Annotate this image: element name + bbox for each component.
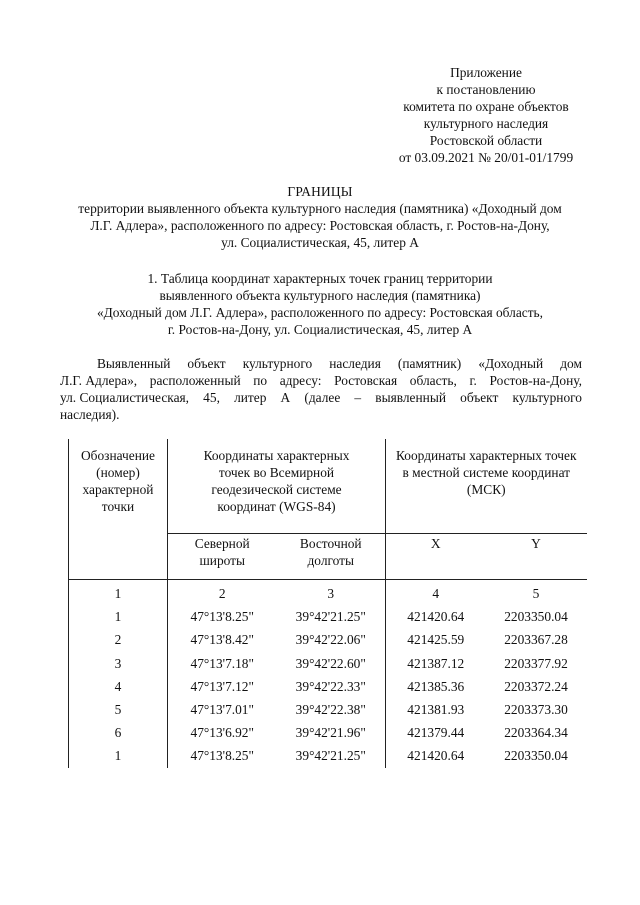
table-row bbox=[69, 652, 587, 675]
cell-latitude: 47°13'8.25" bbox=[168, 744, 277, 767]
title-line: территории выявленного объекта культурного наследия (памятника) «Доходный дом bbox=[78, 201, 562, 216]
word: Л.Г. Адлера», bbox=[60, 373, 138, 388]
word: объект bbox=[460, 390, 499, 405]
header-y: Y bbox=[486, 534, 587, 580]
cell-latitude: 47°13'6.92" bbox=[168, 721, 277, 744]
word: область, bbox=[409, 373, 457, 388]
cell-x: 421420.64 bbox=[386, 605, 486, 628]
header-north-latitude: Северной широты bbox=[168, 534, 277, 580]
paragraph-line bbox=[60, 406, 582, 423]
table-row bbox=[69, 744, 587, 767]
table-header-row bbox=[69, 439, 587, 534]
cell-longitude: 39°42'21.96" bbox=[295, 725, 366, 741]
word: – bbox=[354, 390, 362, 405]
appendix-date-number: от 03.09.2021 № 20/01-01/1799 bbox=[398, 150, 574, 165]
word: культурного bbox=[512, 390, 582, 405]
appendix-line: комитета по охране объектов bbox=[403, 99, 569, 114]
word: Ростовская bbox=[334, 373, 398, 388]
cell-y: 2203373.30 bbox=[504, 702, 568, 718]
cell-longitude: 39°42'22.38" bbox=[295, 702, 366, 718]
cell-longitude: 39°42'22.60" bbox=[295, 655, 366, 671]
cell-x: 421381.93 bbox=[386, 698, 486, 721]
word: наследия). bbox=[60, 407, 120, 422]
title-line: Л.Г. Адлера», расположенного по адресу: Ростовская область, г. Ростов-на-Дону, bbox=[90, 218, 550, 233]
title-main: ГРАНИЦЫ bbox=[287, 184, 353, 199]
coordinates-table bbox=[68, 439, 587, 768]
cell-x: 421379.44 bbox=[386, 721, 486, 744]
cell-y: 2203350.04 bbox=[504, 609, 568, 625]
cell-longitude: 39°42'21.25" bbox=[295, 748, 366, 764]
table-row bbox=[69, 628, 587, 651]
word: литер bbox=[234, 390, 267, 405]
cell-y: 2203372.24 bbox=[504, 678, 568, 694]
cell-point: 6 bbox=[69, 721, 168, 744]
column-number: 4 bbox=[386, 580, 486, 606]
appendix-line: Ростовской области bbox=[429, 133, 543, 148]
paragraph-line bbox=[60, 355, 582, 372]
appendix-header bbox=[370, 64, 602, 166]
column-number: 3 bbox=[277, 580, 386, 606]
cell-point: 3 bbox=[69, 652, 168, 675]
title-line: ул. Социалистическая, 45, литер А bbox=[221, 235, 419, 250]
word: «Доходный bbox=[478, 356, 544, 371]
word: 45, bbox=[203, 390, 220, 405]
word: объект bbox=[187, 356, 226, 371]
word: выявленный bbox=[375, 390, 446, 405]
word: (памятник) bbox=[397, 356, 462, 371]
cell-x: 421387.12 bbox=[386, 652, 486, 675]
column-number-row bbox=[69, 580, 587, 606]
column-number: 1 bbox=[69, 580, 168, 606]
word: адресу: bbox=[279, 373, 322, 388]
cell-latitude: 47°13'8.42" bbox=[168, 628, 277, 651]
paragraph-line bbox=[60, 372, 582, 389]
appendix-line: культурного наследия bbox=[423, 116, 549, 131]
cell-latitude: 47°13'8.25" bbox=[168, 605, 277, 628]
word: по bbox=[253, 373, 268, 388]
header-msk: Координаты характерных точек в местной системе координат (МСК) bbox=[386, 439, 587, 534]
body-paragraph bbox=[60, 355, 582, 423]
caption-line: 1. Таблица координат характерных точек границ территории bbox=[147, 271, 493, 286]
word: дом bbox=[560, 356, 582, 371]
word: А bbox=[280, 390, 291, 405]
cell-point: 2 bbox=[69, 628, 168, 651]
word: расположенный bbox=[149, 373, 241, 388]
cell-x: 421420.64 bbox=[386, 744, 486, 767]
cell-point: 1 bbox=[69, 605, 168, 628]
paragraph-line bbox=[60, 389, 582, 406]
cell-point: 4 bbox=[69, 675, 168, 698]
table-caption bbox=[40, 270, 600, 338]
word: Ростов-на-Дону, bbox=[489, 373, 582, 388]
word: г. bbox=[469, 373, 477, 388]
table-row bbox=[69, 721, 587, 744]
header-east-longitude: Восточной долготы bbox=[277, 534, 386, 580]
caption-line: выявленного объекта культурного наследия (памятника) bbox=[159, 288, 481, 303]
cell-latitude: 47°13'7.18" bbox=[168, 652, 277, 675]
cell-latitude: 47°13'7.01" bbox=[168, 698, 277, 721]
word: ул. Социалистическая, bbox=[60, 390, 190, 405]
cell-longitude: 39°42'22.33" bbox=[295, 678, 366, 694]
cell-point: 1 bbox=[69, 744, 168, 767]
table-row bbox=[69, 605, 587, 628]
table-row bbox=[69, 675, 587, 698]
cell-y: 2203377.92 bbox=[504, 655, 568, 671]
cell-longitude: 39°42'21.25" bbox=[295, 609, 366, 625]
header-x: X bbox=[386, 534, 486, 580]
cell-latitude: 47°13'7.12" bbox=[168, 675, 277, 698]
cell-y: 2203350.04 bbox=[504, 748, 568, 764]
document-title bbox=[40, 183, 600, 251]
word: наследия bbox=[329, 356, 381, 371]
word: культурного bbox=[242, 356, 313, 371]
appendix-line: Приложение bbox=[450, 65, 522, 80]
caption-line: «Доходный дом Л.Г. Адлера», расположенного по адресу: Ростовская область, bbox=[96, 305, 544, 320]
cell-x: 421425.59 bbox=[386, 628, 486, 651]
cell-y: 2203367.28 bbox=[504, 632, 568, 648]
column-number: 5 bbox=[486, 580, 587, 606]
appendix-line: к постановлению bbox=[436, 82, 536, 97]
header-wgs84: Координаты характерных точек во Всемирной геодезической системе координат (WGS-84) bbox=[168, 439, 386, 534]
cell-longitude: 39°42'22.06" bbox=[295, 632, 366, 648]
column-number: 2 bbox=[168, 580, 277, 606]
word: Выявленный bbox=[97, 356, 171, 371]
cell-x: 421385.36 bbox=[386, 675, 486, 698]
cell-point: 5 bbox=[69, 698, 168, 721]
table-row bbox=[69, 698, 587, 721]
header-point-designation: Обозначение (номер) характерной точки bbox=[69, 439, 168, 580]
word: (далее bbox=[304, 390, 341, 405]
cell-y: 2203364.34 bbox=[504, 725, 568, 741]
caption-line: г. Ростов-на-Дону, ул. Социалистическая, 45, литер А bbox=[167, 322, 473, 337]
